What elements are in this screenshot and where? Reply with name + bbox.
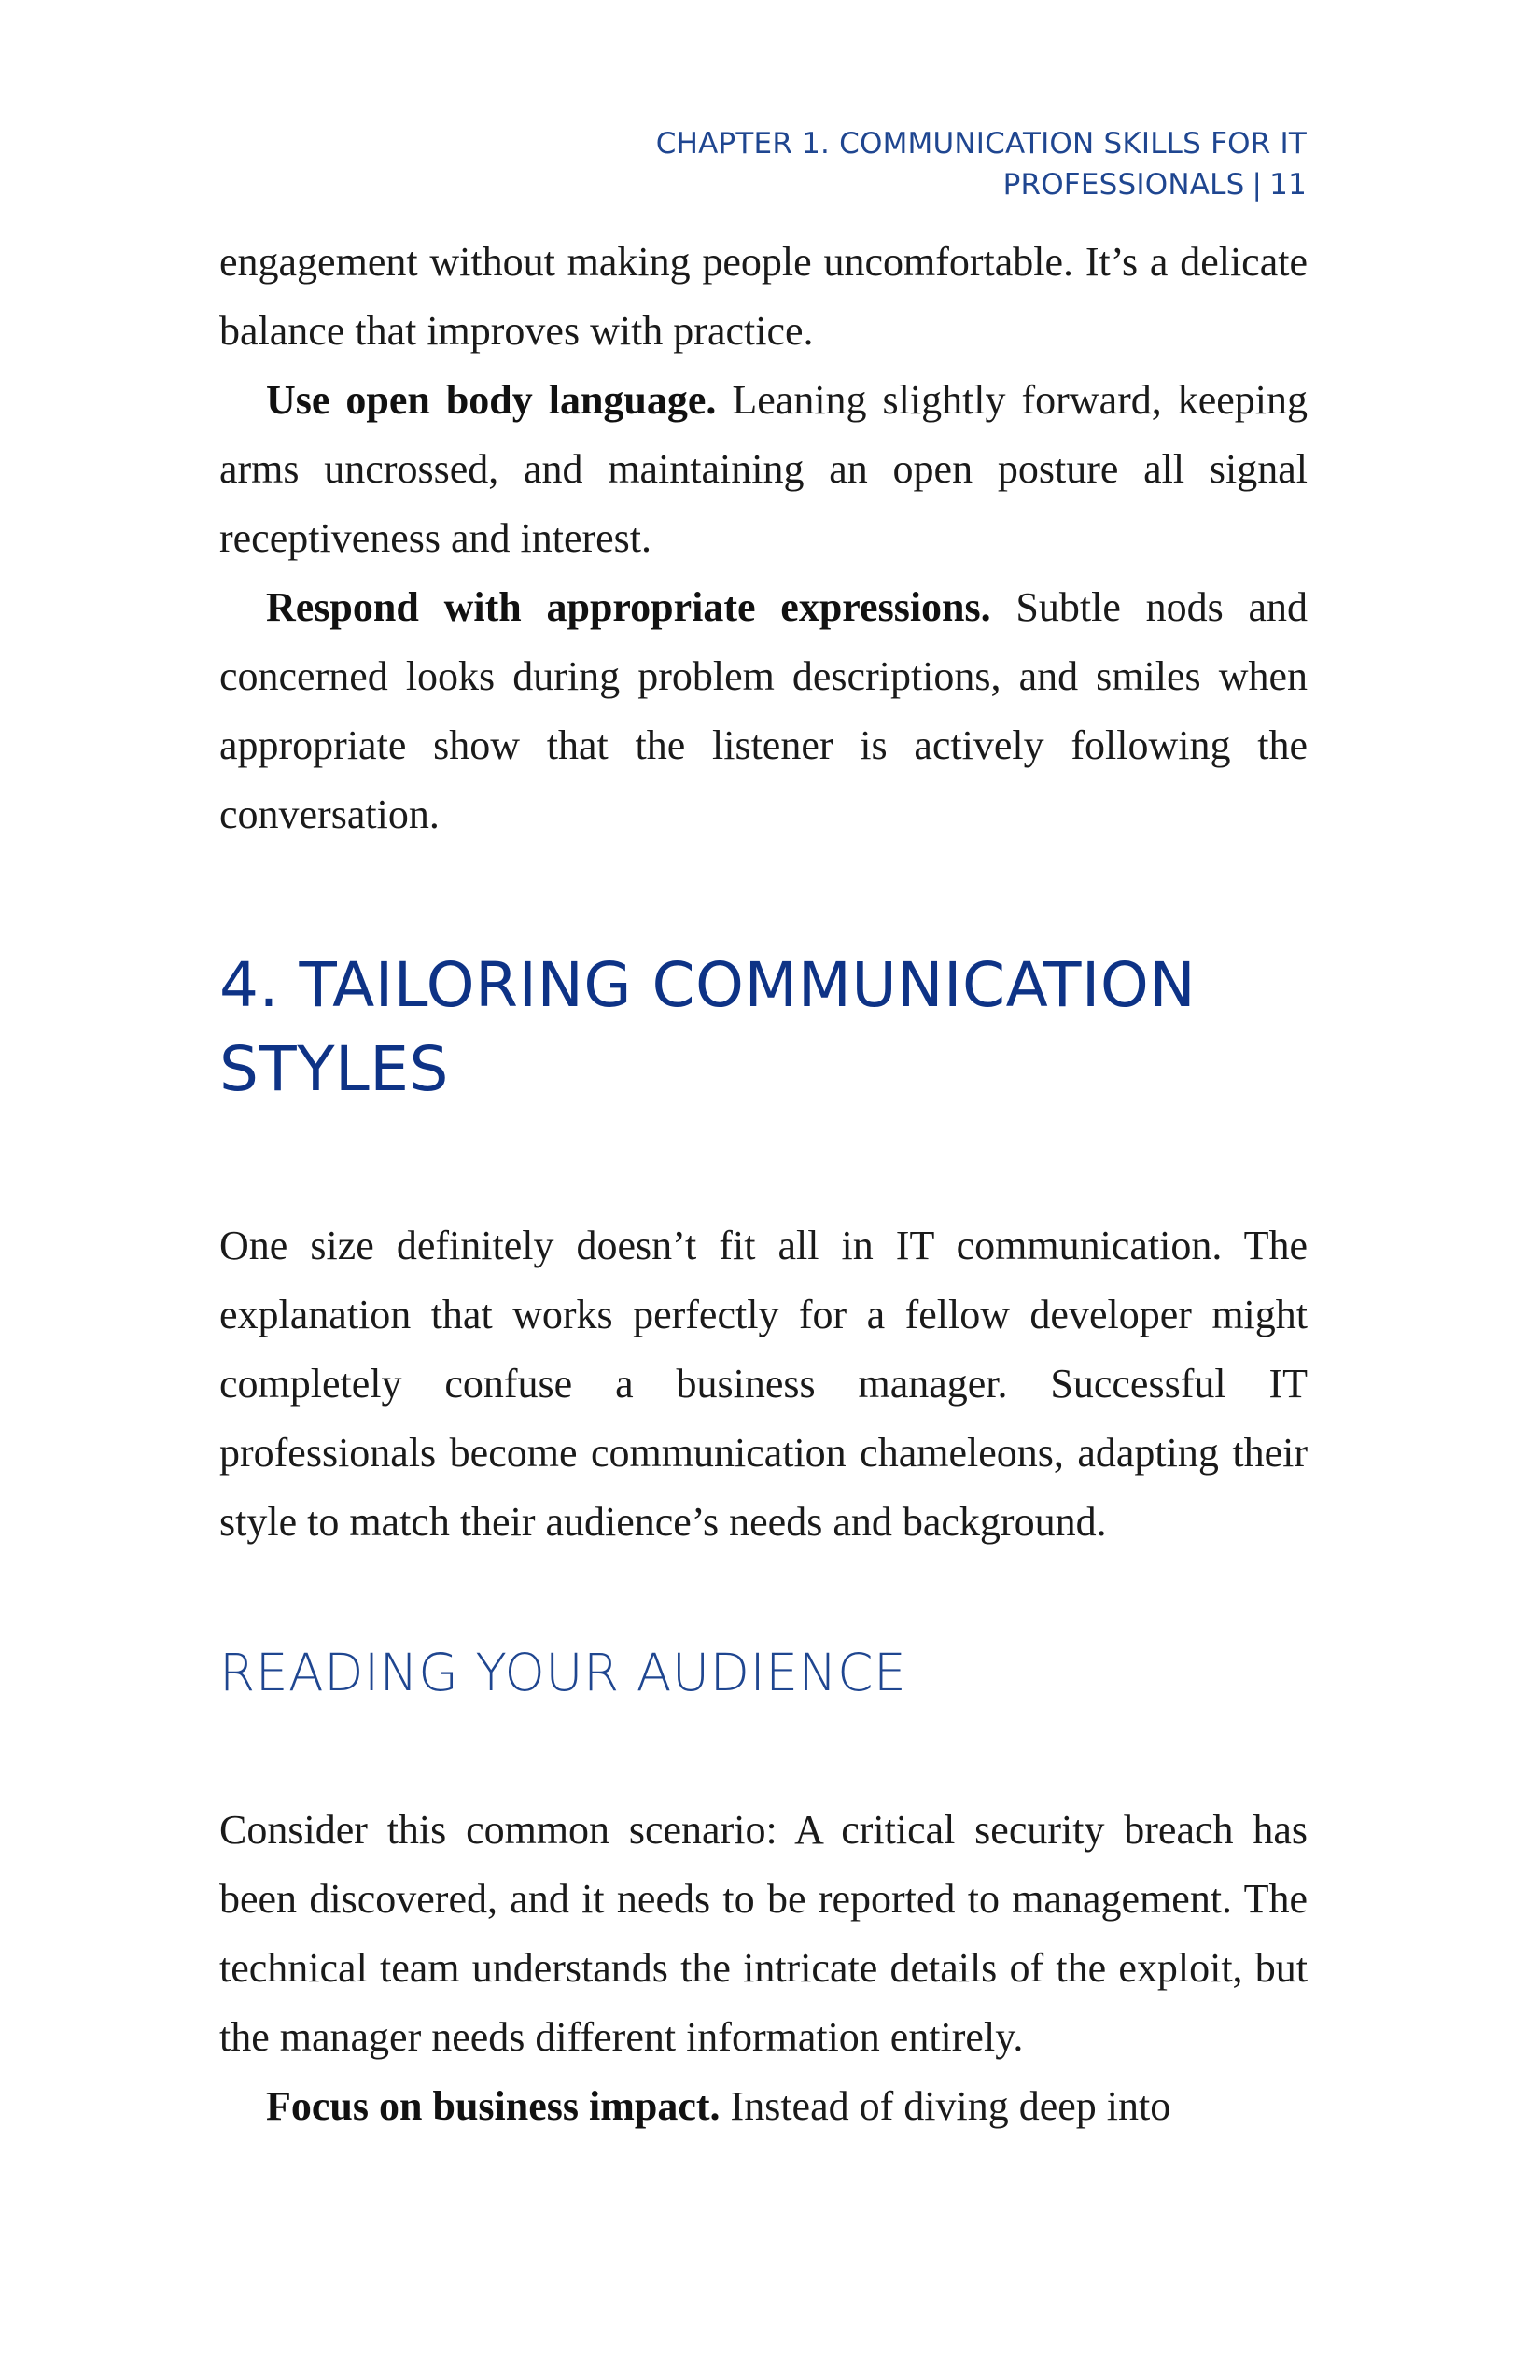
spacer (219, 849, 1308, 944)
running-head-chapter-title-cont: PROFESSIONALS (1002, 168, 1245, 202)
running-head-line-two (467, 164, 1307, 205)
lead-in-bold: Focus on business impact. (266, 2083, 721, 2129)
paragraph-appropriate-expressions (219, 573, 1308, 849)
paragraph-scenario: Consider this common scenario: A critical security breach has been discovered, and it needs to be reported to management. The technical team understands the intricate details of the exploit, but the manager needs different information entirely. (219, 1807, 1308, 2060)
lead-in-bold: Respond with appropriate expressions. (266, 584, 991, 630)
section-heading-line-1: 4. TAILORING COMMUNICATION (219, 949, 1197, 1021)
paragraph-open-body-language (219, 366, 1308, 573)
running-head (467, 123, 1307, 205)
spacer (219, 1557, 1308, 1638)
lead-in-bold: Use open body language. (266, 377, 717, 423)
section-heading (219, 944, 1308, 1112)
paragraph-text: Leaning slightly forward, keeping arms uncrossed, and maintaining an open posture all signal receptiveness and interest. (219, 377, 1308, 561)
paragraph-text: Instead of diving deep into (720, 2083, 1171, 2129)
paragraph-business-impact (219, 2072, 1308, 2141)
paragraph-continued: engagement without making people uncomfortable. It’s a delicate balance that improves with practice. (219, 239, 1308, 354)
spacer (219, 1707, 1308, 1796)
running-head-chapter-title: CHAPTER 1. COMMUNICATION SKILLS FOR IT (655, 127, 1307, 161)
section-intro-paragraph: One size definitely doesn’t fit all in IT communication. The explanation that works perfectly for a fellow developer might completely confuse a business manager. Successful IT professionals become communication chameleons, adapting their style to match their audience’s needs and background. (219, 1223, 1308, 1545)
subsection-heading: READING YOUR AUDIENCE (219, 1643, 907, 1702)
running-head-separator: | (1252, 168, 1263, 202)
page-body (219, 228, 1308, 2141)
section-heading-line-2: STYLES (219, 1033, 449, 1105)
paragraph-text: Subtle nods and concerned looks during problem descriptions, and smiles when appropriate show that the listener is actively following the conversation. (219, 584, 1309, 837)
page-number: 11 (1269, 168, 1307, 202)
spacer (219, 1112, 1308, 1211)
